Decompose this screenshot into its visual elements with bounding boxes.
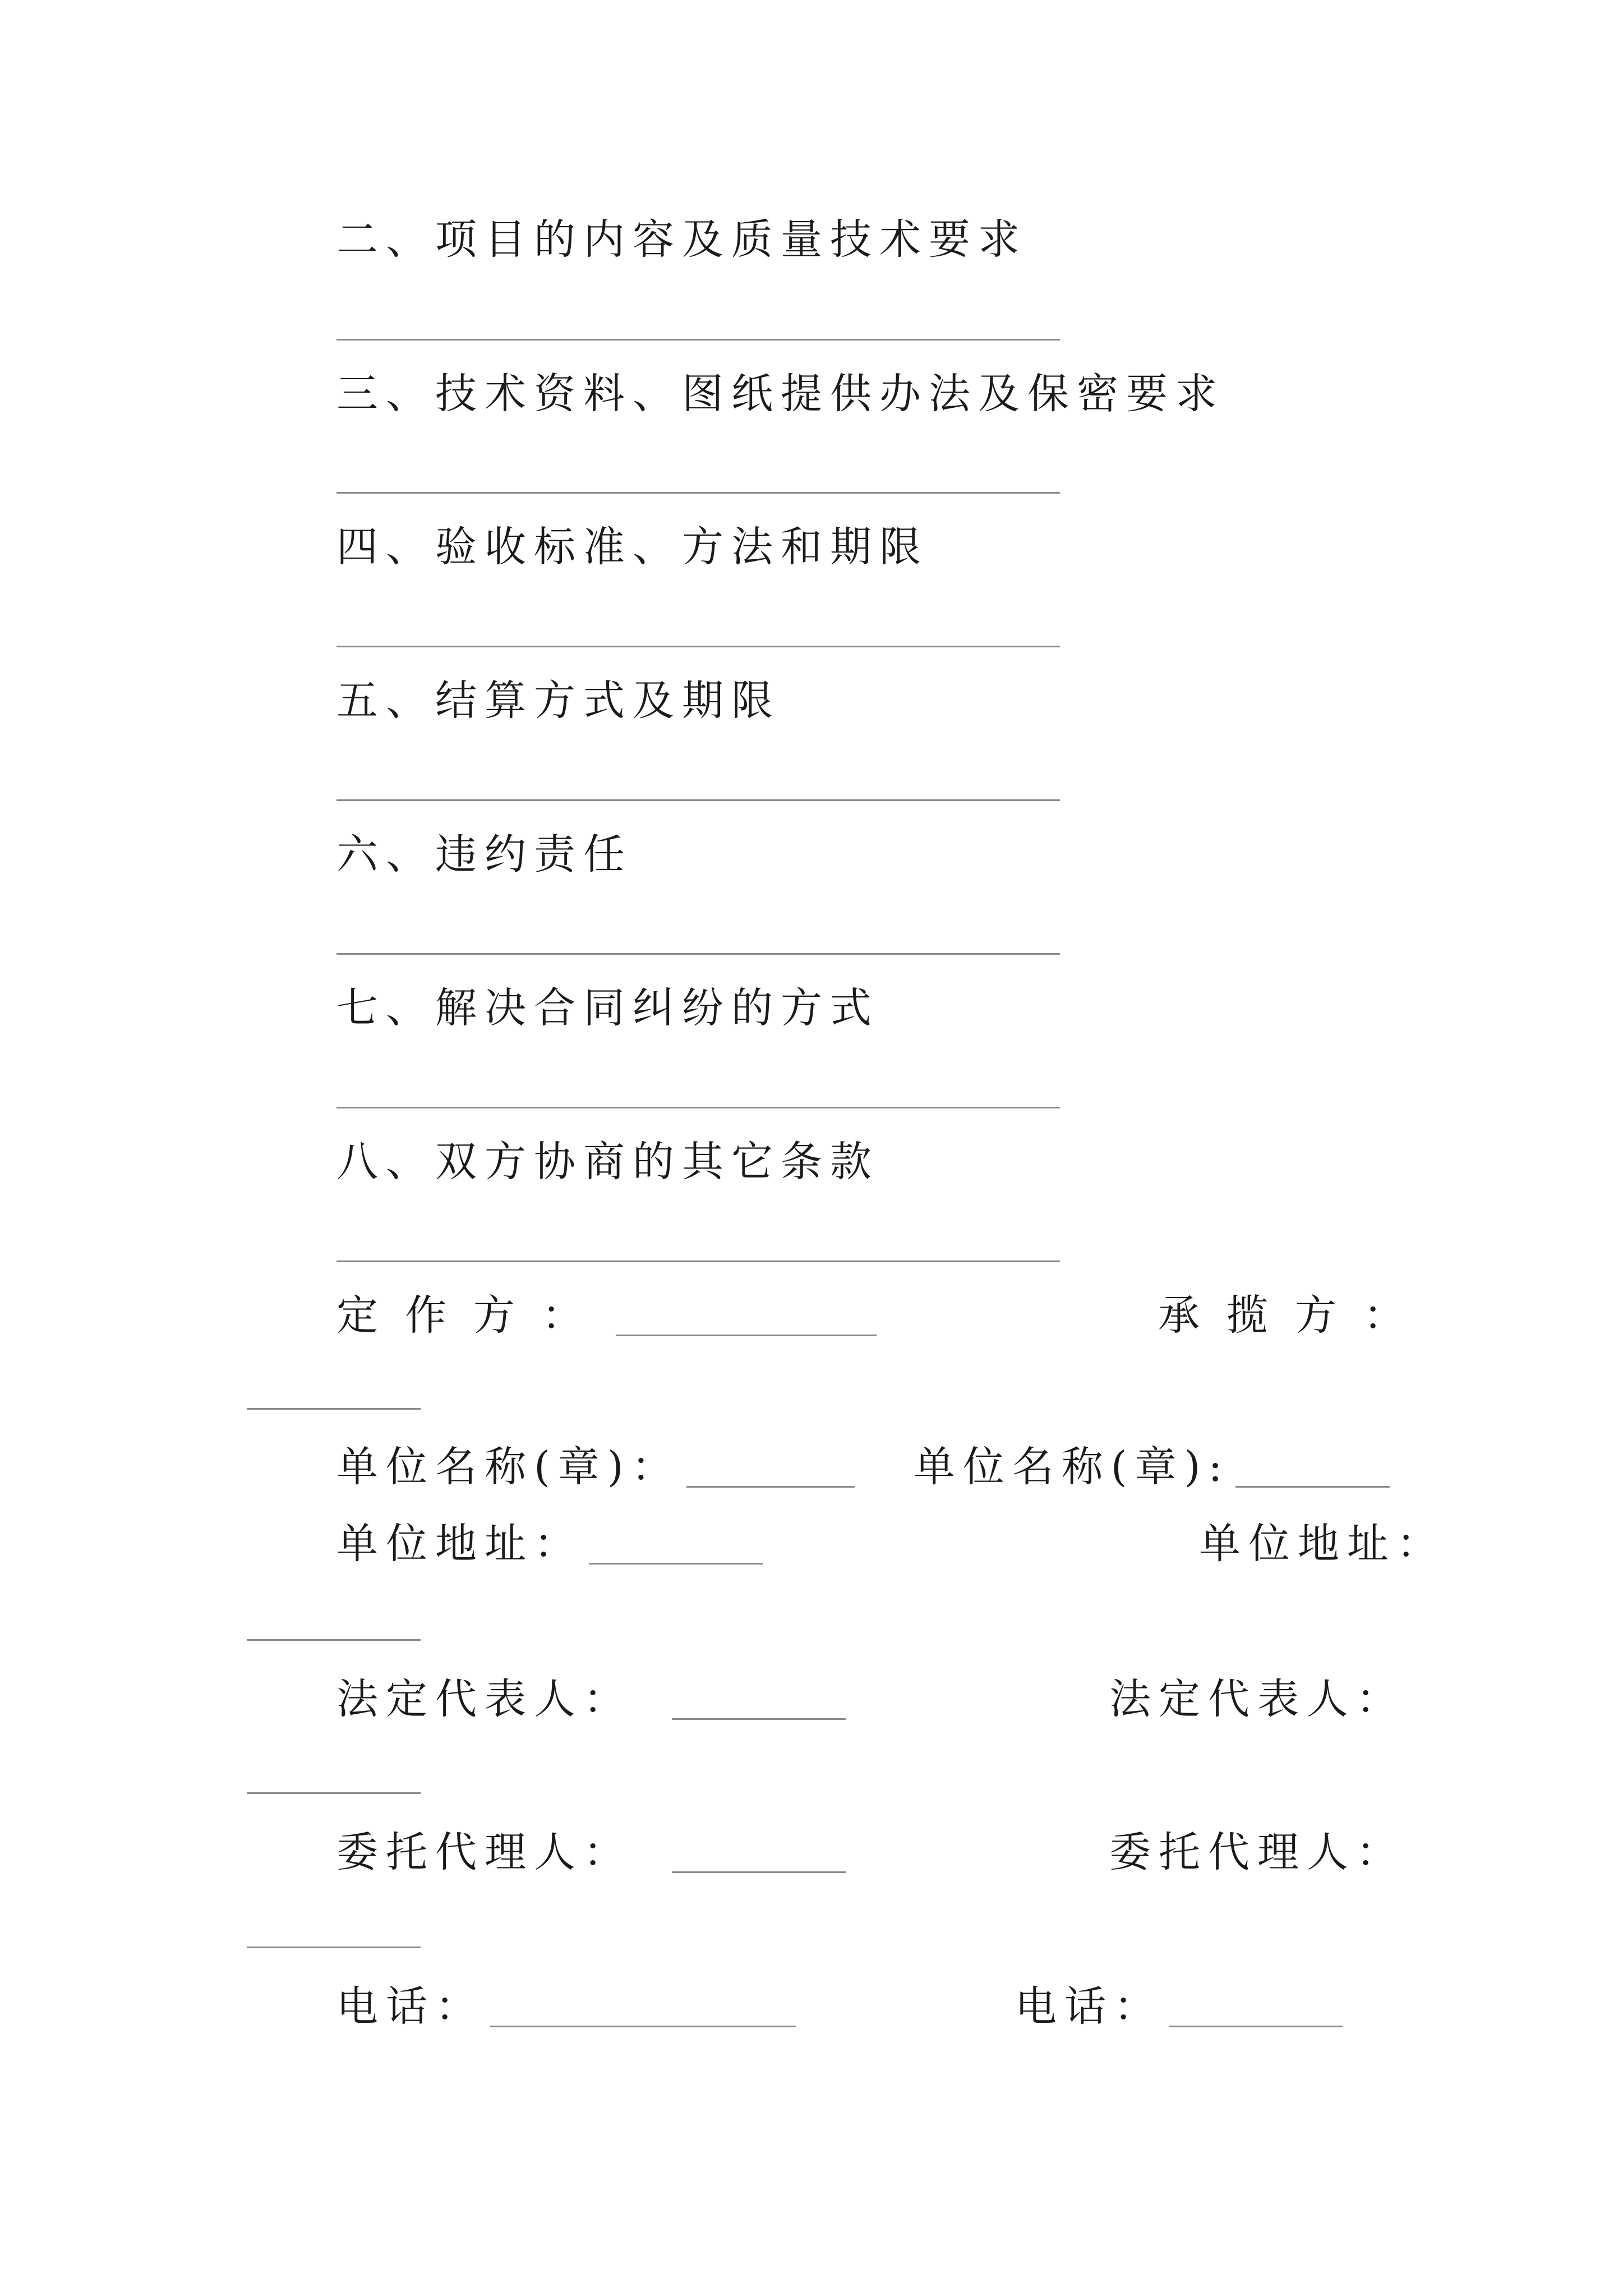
answer-line-4[interactable] — [336, 646, 1060, 647]
section-heading-3: 三、技术资料、图纸提供办法及保密要求 — [336, 370, 1225, 418]
unit-name-b-label: 单位名称(章): — [913, 1443, 1230, 1491]
section-heading-4: 四、验收标准、方法和期限 — [336, 523, 929, 571]
party-a-label: 定作方： — [336, 1291, 610, 1340]
legal-rep-a-field[interactable] — [672, 1679, 846, 1720]
answer-line-8[interactable] — [336, 1260, 1060, 1262]
phone-a-field[interactable] — [490, 1986, 796, 2027]
agent-b-label: 委托代理人： — [1109, 1828, 1405, 1876]
unit-address-a-field[interactable] — [589, 1524, 763, 1565]
phone-a-row — [336, 1982, 796, 2031]
phone-b-field[interactable] — [1169, 1986, 1343, 2027]
answer-line-3[interactable] — [336, 492, 1060, 494]
section-heading-8: 八、双方协商的其它条款 — [336, 1138, 879, 1186]
section-heading-6: 六、违约责任 — [336, 830, 633, 878]
unit-address-a-label: 单位地址： — [336, 1520, 583, 1568]
legal-rep-b-label: 法定代表人： — [1109, 1675, 1405, 1723]
agent-a-field[interactable] — [672, 1832, 846, 1873]
unit-name-a-label: 单位名称(章)： — [336, 1443, 681, 1491]
agent-a-label: 委托代理人： — [336, 1828, 633, 1876]
agent-a-row — [336, 1828, 846, 1876]
section-heading-5: 五、结算方式及期限 — [336, 677, 781, 725]
section-heading-2: 二、项目的内容及质量技术要求 — [336, 215, 1027, 264]
unit-address-b-field[interactable] — [247, 1639, 421, 1641]
answer-line-6[interactable] — [336, 953, 1060, 955]
phone-a-label: 电话： — [336, 1982, 485, 2031]
party-a-row — [336, 1291, 877, 1340]
party-b-label: 承揽方： — [1158, 1291, 1432, 1340]
unit-name-row — [336, 1443, 1390, 1491]
legal-rep-a-label: 法定代表人： — [336, 1675, 633, 1723]
legal-rep-a-row — [336, 1675, 846, 1723]
party-a-field[interactable] — [616, 1295, 877, 1336]
phone-b-row — [1015, 1982, 1343, 2031]
phone-b-label: 电话： — [1015, 1982, 1163, 2031]
unit-address-a-row — [336, 1520, 763, 1568]
unit-address-b-label: 单位地址： — [1199, 1520, 1446, 1568]
answer-line-7[interactable] — [336, 1107, 1060, 1108]
unit-name-b-field[interactable] — [1235, 1447, 1390, 1488]
answer-line-2[interactable] — [336, 339, 1060, 341]
legal-rep-b-field[interactable] — [247, 1792, 421, 1794]
section-heading-7: 七、解决合同纠纷的方式 — [336, 984, 879, 1032]
answer-line-5[interactable] — [336, 799, 1060, 801]
unit-name-a-field[interactable] — [686, 1447, 855, 1488]
agent-b-field[interactable] — [247, 1947, 421, 1948]
party-b-field[interactable] — [247, 1408, 421, 1410]
